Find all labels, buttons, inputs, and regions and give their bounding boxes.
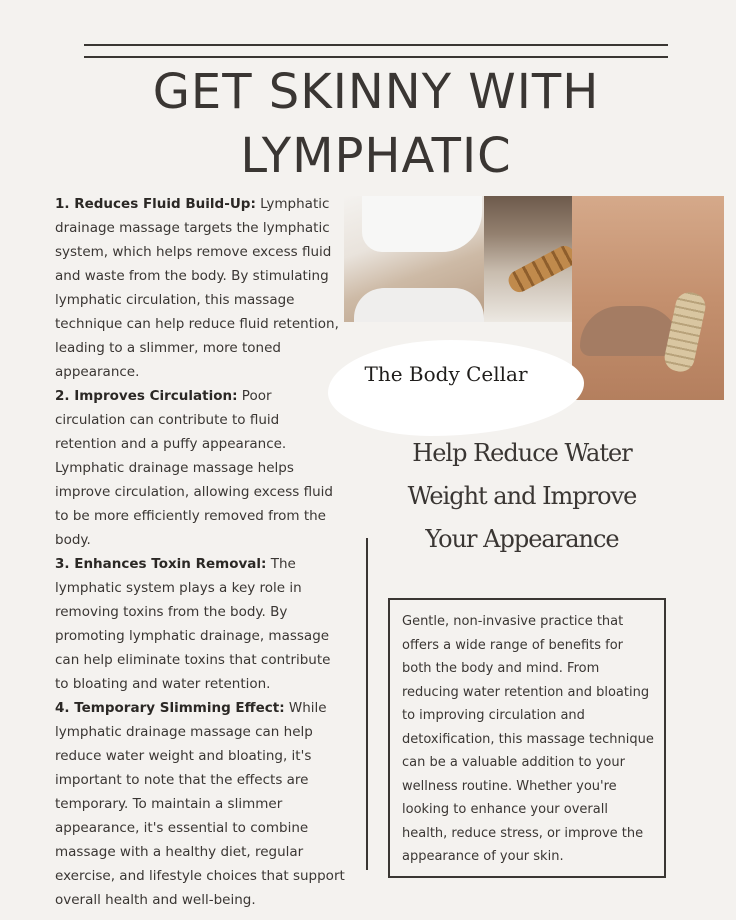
subheading-line2: Weight and Improve bbox=[407, 482, 637, 510]
benefits-list bbox=[55, 192, 345, 912]
photo-dry-brush bbox=[572, 196, 724, 400]
brush-shape bbox=[662, 290, 708, 374]
benefit-item bbox=[55, 552, 345, 696]
benefit-text: Lymphatic drainage massage targets the lymphatic system, which helps remove excess fluid and waste from the body. By stimulating lymphatic circulation, this massage technique can help reduce fluid retention, leading to a slimmer, more toned appearance. bbox=[55, 196, 339, 380]
benefit-item bbox=[55, 192, 345, 384]
top-rule bbox=[84, 44, 668, 46]
page-title-line2: LYMPHATIC bbox=[240, 128, 512, 184]
benefit-heading: 4. Temporary Slimming Effect: bbox=[55, 700, 285, 716]
benefit-text: Poor circulation can contribute to fluid retention and a puffy appearance. Lymphatic drainage massage helps improve circulation, allowing excess fluid to be more efficiently removed from the body. bbox=[55, 388, 333, 548]
roller-shape bbox=[505, 242, 579, 295]
brand-blob bbox=[328, 340, 584, 436]
photo-shirt-shape bbox=[362, 196, 482, 252]
photo-waist bbox=[344, 196, 484, 322]
photo-pants-shape bbox=[354, 288, 484, 322]
subheading-line3: Your Appearance bbox=[425, 525, 619, 553]
benefit-item bbox=[55, 696, 345, 912]
brand-name: The Body Cellar bbox=[364, 362, 528, 386]
info-box bbox=[388, 598, 666, 878]
benefit-item bbox=[55, 384, 345, 552]
subheading-line1: Help Reduce Water bbox=[412, 439, 632, 467]
benefit-heading: 2. Improves Circulation: bbox=[55, 388, 238, 404]
info-box-text: Gentle, non-invasive practice that offers a wide range of benefits for both the body and mind. From reducing water retention and bloating to improving circulation and detoxification, this massage technique can be a valuable addition to your wellness routine. Whether you're looking to enhance your overall health, reduce stress, or improve the appearance of your skin. bbox=[402, 614, 654, 864]
top-rule-secondary bbox=[84, 56, 668, 58]
page-title-line1: GET SKINNY WITH bbox=[152, 64, 600, 120]
subheading bbox=[380, 432, 664, 561]
benefit-heading: 1. Reduces Fluid Build-Up: bbox=[55, 196, 256, 212]
vertical-divider bbox=[366, 538, 368, 870]
benefit-text: While lymphatic drainage massage can help reduce water weight and bloating, it's important to note that the effects are temporary. To maintain a slimmer appearance, it's essential to combine massage with a healthy diet, regular exercise, and lifestyle choices that support overall health and well-being. bbox=[55, 700, 345, 908]
benefit-heading: 3. Enhances Toxin Removal: bbox=[55, 556, 267, 572]
benefit-text: The lymphatic system plays a key role in removing toxins from the body. By promoting lymphatic drainage, massage can help eliminate toxins that contribute to bloating and water retention. bbox=[55, 556, 331, 692]
